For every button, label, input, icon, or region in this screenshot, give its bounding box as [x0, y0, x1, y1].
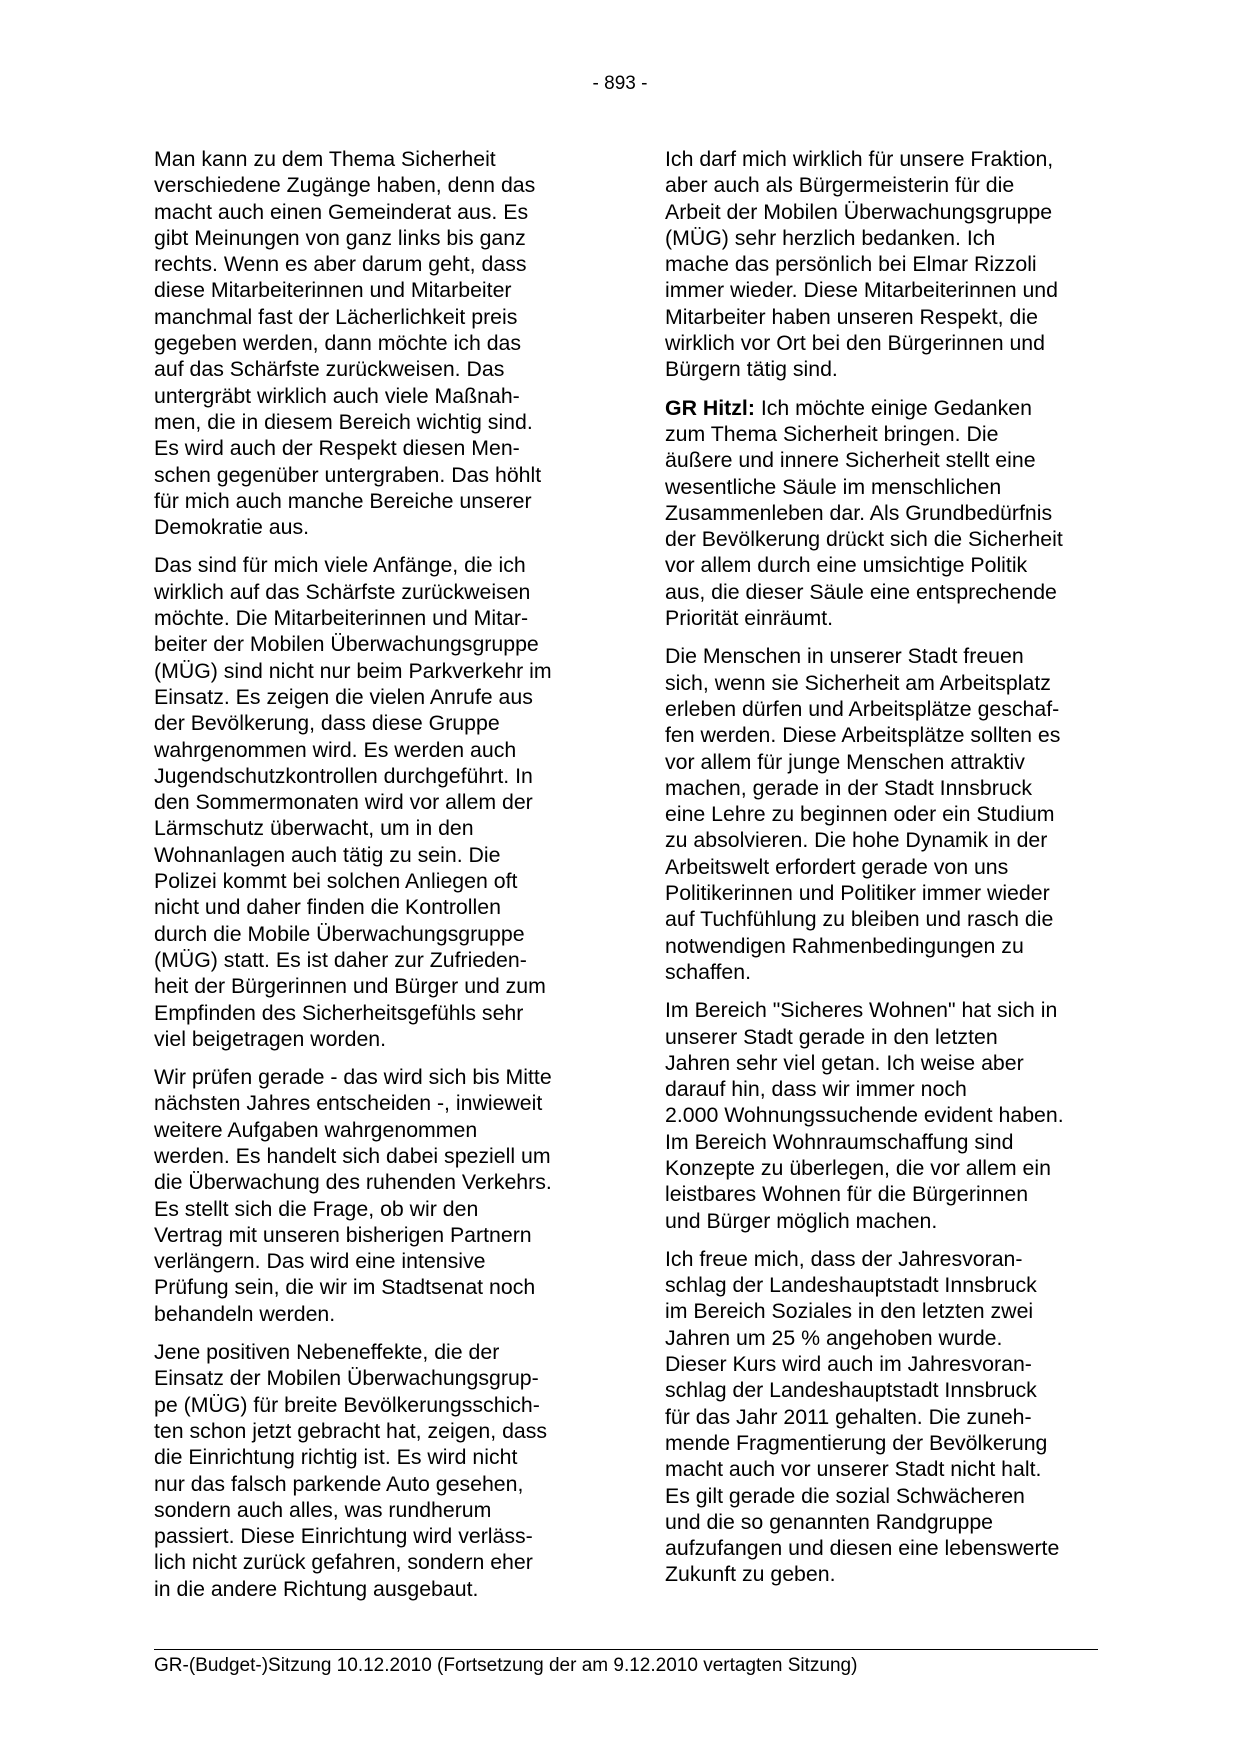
text-line: schen gegenüber untergraben. Das höhlt — [154, 462, 542, 487]
text-line: aus, die dieser Säule eine entsprechende — [665, 579, 1057, 604]
text-line: Zusammenleben dar. Als Grundbedürfnis — [665, 500, 1053, 525]
text-line: Einsatz. Es zeigen die vielen Anrufe aus — [154, 684, 533, 709]
text-line: weitere Aufgaben wahrgenommen — [154, 1117, 478, 1142]
text-line: Im Bereich Wohnraumschaffung sind — [665, 1129, 1014, 1154]
text-line: nächsten Jahres entscheiden -, inwieweit — [154, 1091, 543, 1116]
speaker-name: GR Hitzl: — [665, 395, 755, 420]
text-line: (MÜG) sehr herzlich bedanken. Ich — [665, 225, 996, 250]
speaker-line-rest: Ich möchte einige Gedanken — [754, 395, 1032, 420]
text-line: Lärmschutz überwacht, um in den — [154, 816, 474, 841]
footer-divider — [154, 1649, 1098, 1650]
text-line: der Bevölkerung, dass diese Gruppe — [154, 711, 500, 736]
text-line: behandeln werden. — [154, 1301, 336, 1326]
text-line: Polizei kommt bei solchen Anliegen oft — [154, 869, 518, 894]
text-line: die Einrichtung richtig ist. Es wird nicht — [154, 1445, 518, 1470]
text-line: Einsatz der Mobilen Überwachungsgrup- — [154, 1366, 539, 1391]
text-line: Konzepte zu überlegen, die vor allem ein — [665, 1155, 1051, 1180]
text-line: Man kann zu dem Thema Sicherheit — [154, 147, 496, 171]
text-line: Mitarbeiter haben unseren Respekt, die — [665, 304, 1038, 329]
text-line: ten schon jetzt gebracht hat, zeigen, dass — [154, 1418, 548, 1443]
text-line: heit der Bürgerinnen und Bürger und zum — [154, 974, 546, 999]
text-line: Das sind für mich viele Anfänge, die ich — [154, 553, 526, 578]
text-line: zum Thema Sicherheit bringen. Die — [665, 421, 999, 446]
text-line: schlag der Landeshauptstadt Innsbruck — [665, 1378, 1037, 1403]
text-line: Bürgern tätig sind. — [665, 357, 838, 382]
text-line: der Bevölkerung drückt sich die Sicherheit — [665, 527, 1063, 552]
text-line: erleben dürfen und Arbeitsplätze geschaf- — [665, 696, 1060, 721]
text-line: (MÜG) statt. Es ist daher zur Zufrieden- — [154, 947, 527, 972]
text-line: unserer Stadt gerade in den letzten — [665, 1024, 998, 1049]
text-line: Ich darf mich wirklich für unsere Fraktion, — [665, 147, 1054, 171]
text-line: Die Menschen in unserer Stadt freuen — [665, 644, 1024, 669]
text-line: beiter der Mobilen Überwachungsgruppe — [154, 632, 539, 657]
text-line: Politikerinnen und Politiker immer wieder — [665, 881, 1050, 906]
text-line: mende Fragmentierung der Bevölkerung — [665, 1430, 1048, 1455]
text-line: und Bürger möglich machen. — [665, 1208, 938, 1233]
text-line: Vertrag mit unseren bisherigen Partnern — [154, 1222, 532, 1247]
paragraph — [665, 1246, 1105, 1588]
text-line: (MÜG) sind nicht nur beim Parkverkehr im — [154, 658, 552, 683]
text-line: durch die Mobile Überwachungsgruppe — [154, 921, 525, 946]
text-line: und die so genannten Randgruppe — [665, 1509, 994, 1534]
text-line: wirklich vor Ort bei den Bürgerinnen und — [665, 331, 1045, 356]
text-line: manchmal fast der Lächerlichkeit preis — [154, 304, 518, 329]
text-line: darauf hin, dass wir immer noch — [665, 1077, 967, 1102]
text-line: notwendigen Rahmenbedingungen zu — [665, 933, 1024, 958]
paragraph — [665, 395, 1105, 632]
text-line: verlängern. Das wird eine intensive — [154, 1249, 486, 1274]
text-line: Jahren sehr viel getan. Ich weise aber — [665, 1050, 1024, 1075]
text-line: Prüfung sein, die wir im Stadtsenat noch — [154, 1275, 536, 1300]
text-line: die Überwachung des ruhenden Verkehrs. — [154, 1170, 552, 1195]
text-line: vor allem durch eine umsichtige Politik — [665, 553, 1028, 578]
text-line: untergräbt wirklich auch viele Maßnah- — [154, 383, 520, 408]
page-number: - 893 - — [592, 73, 648, 94]
text-line: 2.000 Wohnungssuchende evident haben. — [665, 1103, 1064, 1128]
paragraph — [154, 1339, 594, 1602]
footer-text: GR-(Budget-)Sitzung 10.12.2010 (Fortsetzung der am 9.12.2010 vertagten Sitzung) — [154, 1655, 858, 1676]
text-line: wirklich auf das Schärfste zurückweisen — [154, 579, 531, 604]
text-line: zu absolvieren. Die hohe Dynamik in der — [665, 828, 1048, 853]
text-line: lich nicht zurück gefahren, sondern eher — [154, 1550, 533, 1575]
text-line: Ich freue mich, dass der Jahresvoran- — [665, 1246, 1023, 1271]
text-line: immer wieder. Diese Mitarbeiterinnen und — [665, 278, 1058, 303]
text-line: sich, wenn sie Sicherheit am Arbeitsplatz — [665, 670, 1051, 695]
paragraph — [665, 643, 1105, 985]
text-line: gibt Meinungen von ganz links bis ganz — [154, 225, 526, 250]
text-line: Arbeit der Mobilen Überwachungsgruppe — [665, 199, 1053, 224]
text-line: für das Jahr 2011 gehalten. Die zuneh- — [665, 1404, 1032, 1429]
text-line: Es wird auch der Respekt diesen Men- — [154, 436, 520, 461]
text-line: Es gilt gerade die sozial Schwächeren — [665, 1483, 1025, 1508]
text-line: für mich auch manche Bereiche unserer — [154, 488, 532, 513]
text-line: eine Lehre zu beginnen oder ein Studium — [665, 802, 1055, 827]
paragraph — [154, 1064, 594, 1327]
right-column — [665, 146, 1105, 1600]
text-line: Priorität einräumt. — [665, 606, 834, 631]
text-line: Jene positiven Nebeneffekte, die der — [154, 1340, 500, 1365]
text-line: rechts. Wenn es aber darum geht, dass — [154, 252, 527, 277]
left-column — [154, 146, 594, 1614]
text-line: Dieser Kurs wird auch im Jahresvoran- — [665, 1352, 1032, 1377]
text-line: sondern auch alles, was rundherum — [154, 1497, 492, 1522]
text-line: machen, gerade in der Stadt Innsbruck — [665, 775, 1032, 800]
text-line: wesentliche Säule im menschlichen — [665, 474, 1002, 499]
paragraph — [665, 997, 1105, 1234]
text-line: macht auch vor unserer Stadt nicht halt. — [665, 1457, 1042, 1482]
text-line: Empfinden des Sicherheitsgefühls sehr — [154, 1000, 524, 1025]
text-line: schlag der Landeshauptstadt Innsbruck — [665, 1273, 1037, 1298]
text-line: Jugendschutzkontrollen durchgeführt. In — [154, 763, 533, 788]
text-line: schaffen. — [665, 959, 752, 984]
text-line: fen werden. Diese Arbeitsplätze sollten es — [665, 723, 1061, 748]
text-line: den Sommermonaten wird vor allem der — [154, 790, 533, 815]
text-line: men, die in diesem Bereich wichtig sind. — [154, 409, 533, 434]
text-line: Wohnanlagen auch tätig zu sein. Die — [154, 842, 501, 867]
text-line: Es stellt sich die Frage, ob wir den — [154, 1196, 479, 1221]
text-line: diese Mitarbeiterinnen und Mitarbeiter — [154, 278, 512, 303]
text-line: in die andere Richtung ausgebaut. — [154, 1576, 479, 1601]
text-line: Jahren um 25 % angehoben wurde. — [665, 1325, 1003, 1350]
text-line: Wir prüfen gerade - das wird sich bis Mitte — [154, 1065, 552, 1090]
text-line: im Bereich Soziales in den letzten zwei — [665, 1299, 1034, 1324]
text-line: werden. Es handelt sich dabei speziell um — [154, 1143, 551, 1168]
paragraph — [154, 146, 594, 540]
text-line: Arbeitswelt erfordert gerade von uns — [665, 854, 1009, 879]
text-line: auf das Schärfste zurückweisen. Das — [154, 357, 505, 382]
text-line: mache das persönlich bei Elmar Rizzoli — [665, 252, 1037, 277]
text-line: auf Tuchfühlung zu bleiben und rasch die — [665, 907, 1054, 932]
text-line: Zukunft zu geben. — [665, 1562, 836, 1587]
paragraph — [154, 552, 594, 1052]
text-line: vor allem für junge Menschen attraktiv — [665, 749, 1025, 774]
text-line: Demokratie aus. — [154, 515, 310, 540]
text-line: nicht und daher finden die Kontrollen — [154, 895, 501, 920]
text-line: pe (MÜG) für breite Bevölkerungsschich- — [154, 1392, 540, 1417]
text-line: leistbares Wohnen für die Bürgerinnen — [665, 1182, 1029, 1207]
text-line: wahrgenommen wird. Es werden auch — [154, 737, 517, 762]
text-line: viel beigetragen worden. — [154, 1026, 387, 1051]
text-line: macht auch einen Gemeinderat aus. Es — [154, 199, 529, 224]
text-line: nur das falsch parkende Auto gesehen, — [154, 1471, 524, 1496]
text-line: möchte. Die Mitarbeiterinnen und Mitar- — [154, 606, 529, 631]
text-line: aber auch als Bürgermeisterin für die — [665, 173, 1015, 198]
paragraph — [665, 146, 1105, 383]
text-line: verschiedene Zugänge haben, denn das — [154, 173, 536, 198]
text-line: Im Bereich "Sicheres Wohnen" hat sich in — [665, 998, 1058, 1023]
text-line: gegeben werden, dann möchte ich das — [154, 331, 522, 356]
text-line — [665, 395, 1105, 421]
text-line: aufzufangen und diesen eine lebenswerte — [665, 1536, 1060, 1561]
text-line: passiert. Diese Einrichtung wird verläss- — [154, 1524, 533, 1549]
text-line: äußere und innere Sicherheit stellt eine — [665, 448, 1036, 473]
